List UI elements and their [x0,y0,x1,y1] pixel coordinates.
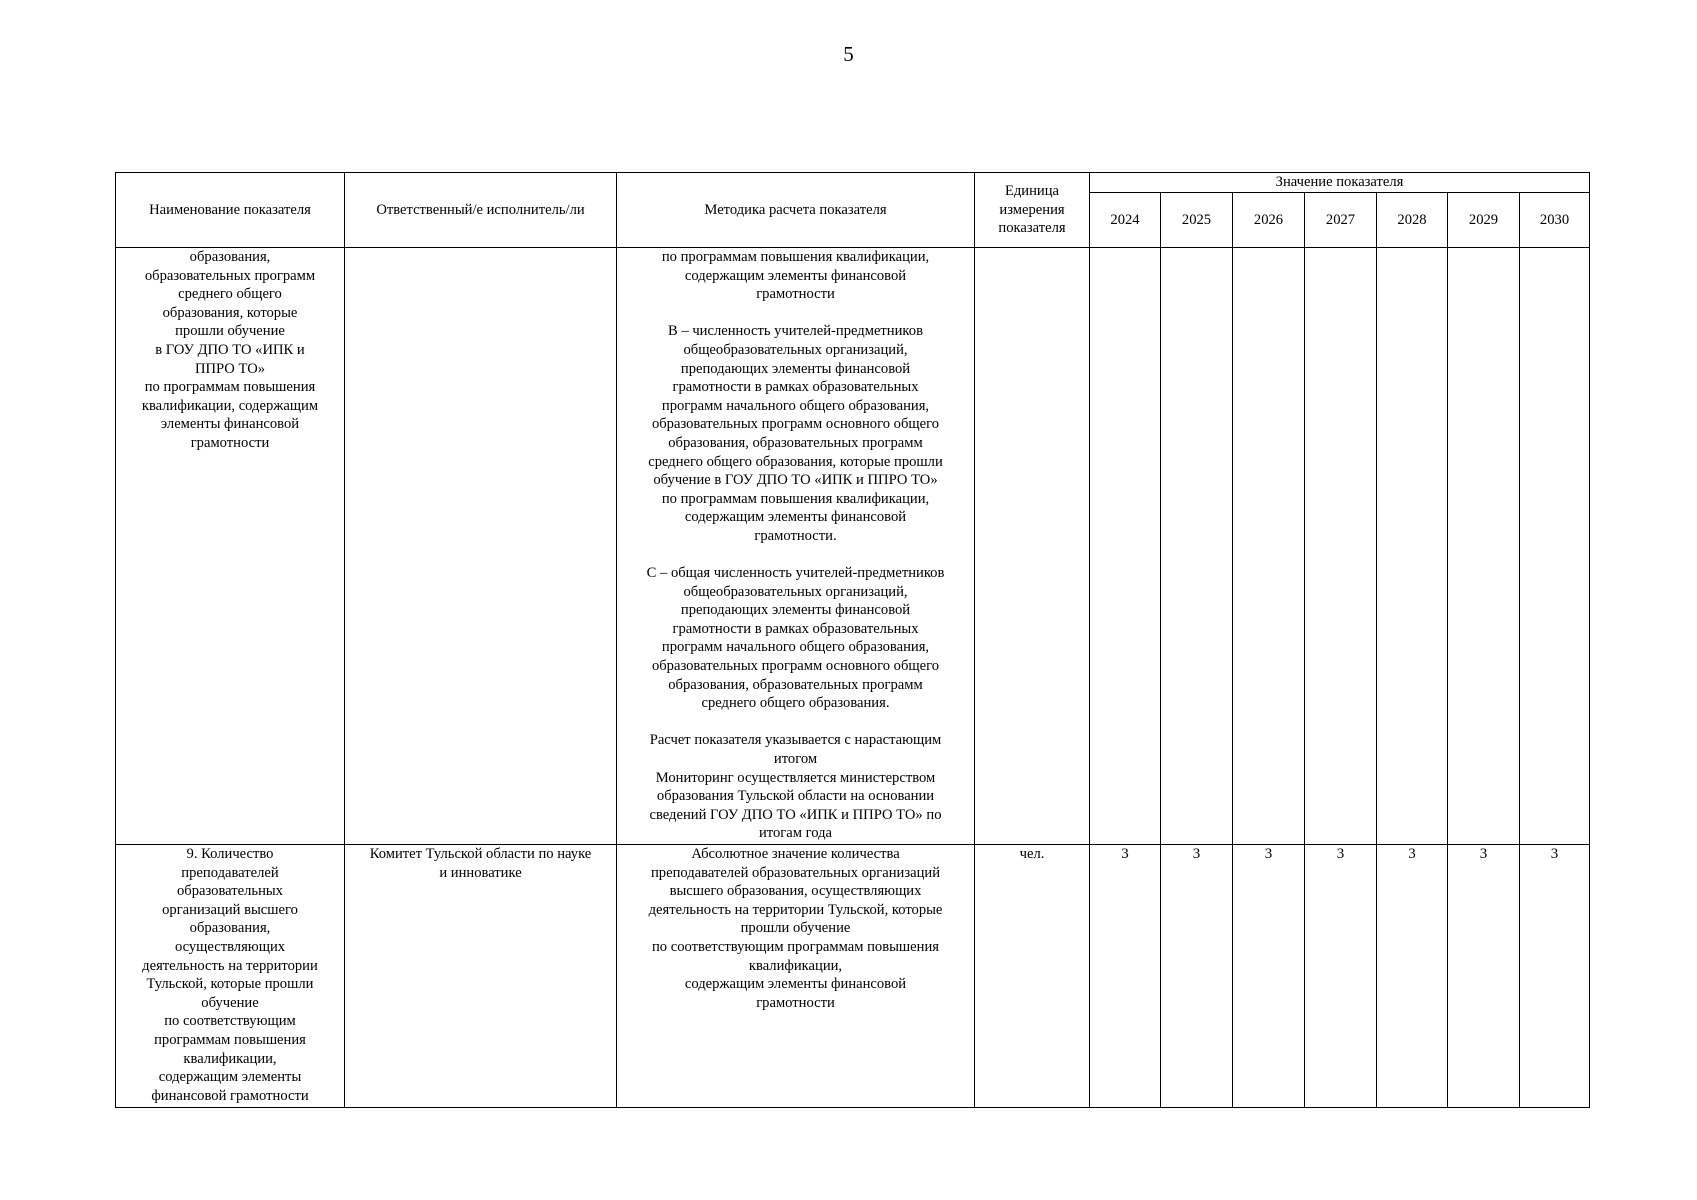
value-cell: 3 [1161,845,1233,1108]
header-year: 2025 [1161,193,1233,248]
table-header-row [116,173,1590,193]
responsible-cell: Комитет Тульской области по науке и инноватике [345,845,617,1108]
value-cell: 3 [1090,845,1161,1108]
table-row [116,845,1590,1108]
header-indicator-value: Значение показателя [1090,173,1590,193]
unit-cell: чел. [975,845,1090,1108]
header-responsible: Ответственный/е исполнитель/ли [345,173,617,248]
header-year: 2027 [1305,193,1377,248]
value-cell: 3 [1377,845,1448,1108]
table-row [116,248,1590,845]
unit-cell [975,248,1090,845]
header-year: 2028 [1377,193,1448,248]
value-cell [1520,248,1590,845]
value-cell: 3 [1448,845,1520,1108]
header-year: 2024 [1090,193,1161,248]
indicator-name-cell: образования, образовательных программ среднего общего образования, которые прошли обучение в ГОУ ДПО ТО «ИПК и ППРО ТО» по программам повышения квалификации, содержащим элементы финансовой грамотности [116,248,345,845]
header-year: 2030 [1520,193,1590,248]
value-cell: 3 [1233,845,1305,1108]
value-cell [1448,248,1520,845]
value-cell: 3 [1305,845,1377,1108]
value-cell [1161,248,1233,845]
header-unit: Единица измерения показателя [975,173,1090,248]
page-number: 5 [843,42,854,66]
value-cell [1233,248,1305,845]
value-cell [1090,248,1161,845]
header-year: 2029 [1448,193,1520,248]
header-year: 2026 [1233,193,1305,248]
indicator-name-cell: 9. Количество преподавателей образовательных организаций высшего образования, осуществляющих деятельность на территории Тульской, которые прошли обучение по соответствующим программам повышения квалификации, содержащим элементы финансовой грамотности [116,845,345,1108]
value-cell: 3 [1520,845,1590,1108]
indicators-table [115,172,1590,1108]
responsible-cell [345,248,617,845]
header-indicator-name: Наименование показателя [116,173,345,248]
value-cell [1305,248,1377,845]
header-calculation-method: Методика расчета показателя [617,173,975,248]
value-cell [1377,248,1448,845]
calculation-method-cell: по программам повышения квалификации, содержащим элементы финансовой грамотности B – численность учителей-предметников общеобразовательных организаций, преподающих элементы финансовой грамотности в рамках образовательных программ начального общего образования, образовательных программ основного общего образования, образовательных программ среднего общего образования, которые прошли обучение в ГОУ ДПО ТО «ИПК и ППРО ТО» по программам повышения квалификации, содержащим элементы финансовой грамотности. C – общая численность учителей-предметников общеобразовательных организаций, преподающих элементы финансовой грамотности в рамках образовательных программ начального общего образования, образовательных программ основного общего образования, образовательных программ среднего общего образования. Расчет показателя указывается с нарастающим итогом Мониторинг осуществляется министерством образования Тульской области на основании сведений ГОУ ДПО ТО «ИПК и ППРО ТО» по итогам года [617,248,975,845]
calculation-method-cell: Абсолютное значение количества преподавателей образовательных организаций высшего образования, осуществляющих деятельность на территории Тульской, которые прошли обучение по соответствующим программам повышения квалификации, содержащим элементы финансовой грамотности [617,845,975,1108]
